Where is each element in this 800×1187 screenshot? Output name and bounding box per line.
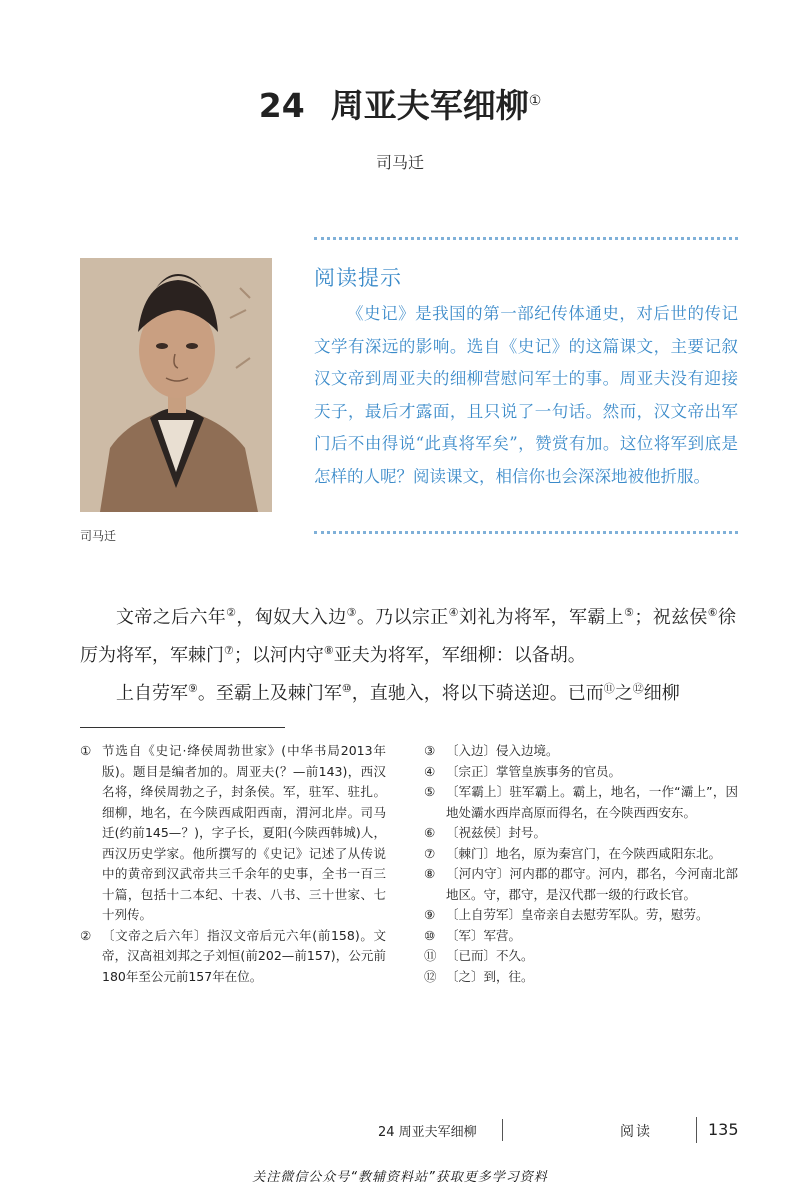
footnote-mark: ⑤ — [424, 784, 436, 799]
footer-lesson-title: 24 周亚夫军细柳 — [378, 1125, 477, 1140]
footer-separator — [696, 1117, 697, 1143]
text-segment: ；以河内守 — [233, 645, 324, 666]
footnote-ref: ③ — [346, 606, 357, 619]
main-text — [80, 596, 736, 710]
footnote-text: 〔文帝之后六年〕指汉文帝后元六年(前158)。文帝，汉高祖刘邦之子刘恒(前202—前157)，公元前180年至公元前157年在位。 — [102, 927, 386, 984]
main-paragraph-1 — [80, 596, 736, 672]
text-segment: 。至霸上及棘门军 — [197, 683, 342, 704]
footnote-text: 〔之〕到，往。 — [446, 968, 534, 984]
author-portrait — [80, 258, 272, 512]
tips-bottom-divider — [314, 531, 738, 534]
footnote-ref: ⑧ — [323, 644, 334, 657]
footnote-ref: ⑩ — [341, 682, 352, 695]
footnote-mark: ④ — [424, 763, 436, 779]
main-paragraph-2 — [80, 672, 736, 710]
text-segment: 之 — [614, 683, 633, 704]
footnote-mark: ① — [80, 743, 92, 758]
footnote-item — [424, 741, 738, 762]
footnote-ref: ⑤ — [624, 606, 635, 619]
footnote-mark: ② — [80, 927, 92, 943]
footnote-text: 〔上自劳军〕皇帝亲自去慰劳军队。劳，慰劳。 — [446, 907, 709, 922]
footnote-text: 〔宗正〕掌管皇族事务的官员。 — [446, 763, 622, 779]
text-segment: ，匈奴大入边 — [236, 607, 347, 628]
reading-tips-body: 《史记》是我国的第一部纪传体通史，对后世的传记文学有深远的影响。选自《史记》的这篇课文，主要记叙汉文帝到周亚夫的细柳营慰问军士的事。周亚夫没有迎接天子，最后才露面，且只说了一句话。然而，汉文帝出军门后不由得说“此真将军矣”，赞赏有加。这位将军到底是怎样的人呢？阅读课文，相信你也会深深地被他折服。 — [314, 304, 738, 486]
footer-separator — [502, 1119, 503, 1141]
tips-top-divider — [314, 237, 738, 240]
footnote-text: 〔军〕军营。 — [446, 927, 522, 943]
text-segment: 刘礼为将军，军霸上 — [458, 607, 625, 628]
footnote-item — [424, 782, 738, 823]
text-segment: 徐厉为将军，军棘门 — [80, 607, 737, 666]
lesson-title — [0, 80, 800, 127]
footnote-mark: ⑫ — [424, 968, 437, 984]
footer-section-name: 阅读 — [620, 1124, 652, 1140]
footnote-item — [424, 946, 738, 967]
footnote-ref: ⑫ — [632, 682, 644, 695]
footnote-item — [424, 967, 738, 988]
title-footnote-mark: ① — [528, 93, 542, 109]
footnote-item — [424, 926, 738, 947]
footnote-ref: ⑥ — [707, 606, 719, 619]
footnote-mark: ⑪ — [424, 948, 437, 963]
lesson-number: 24 — [258, 86, 305, 125]
footnote-mark: ⑩ — [424, 927, 436, 943]
footnote-mark: ⑦ — [424, 845, 436, 861]
footnotes-left-column — [80, 741, 386, 987]
footnote-text: 〔入边〕侵入边境。 — [446, 743, 559, 758]
footnote-item — [424, 905, 738, 926]
footnote-item — [80, 926, 386, 988]
author-name: 司马迁 — [375, 153, 424, 172]
reading-tips-heading: 阅读提示 — [314, 266, 402, 290]
footnote-item — [424, 762, 738, 783]
footnote-mark: ⑧ — [424, 866, 436, 881]
text-segment: ，直驰入，将以下骑送迎。已而 — [351, 683, 604, 704]
text-segment: 亚夫为将军，军细柳：以备胡。 — [333, 645, 586, 666]
reading-tips-box — [314, 262, 738, 493]
footnote-ref: ② — [226, 606, 237, 619]
footnote-rule — [80, 727, 285, 728]
text-segment: 细柳 — [643, 683, 680, 704]
footnote-text: 〔军霸上〕驻军霸上。霸上，地名，一作“灞上”，因地处灞水西岸高原而得名，在今陕西西安东。 — [446, 784, 738, 820]
footnote-item — [424, 844, 738, 865]
text-segment: 文帝之后六年 — [116, 607, 227, 628]
page-number: 135 — [708, 1120, 739, 1139]
footnote-text: 节选自《史记·绛侯周勃世家》(中华书局2013年版)。题目是编者加的。周亚夫(？—前143)，西汉名将，绛侯周勃之子，封条侯。军，驻军、驻扎。细柳，地名，在今陕西咸阳西南，渭河北岸。司马迁(约前145—？)，字子长，夏阳(今陕西韩城)人，西汉历史学家。他所撰写的《史记》记述了从传说中的黄帝到汉武帝共三千余年的史事，全书一百三十篇，包括十二本纪、十表、八书、三十世家、七十列传。 — [102, 743, 386, 922]
footnote-text: 〔河内守〕河内郡的郡守。河内，郡名，今河南北部地区。守，郡守，是汉代郡一级的行政长官。 — [446, 866, 738, 902]
footnote-item — [424, 823, 738, 844]
footnote-text: 〔棘门〕地名，原为秦宫门，在今陕西咸阳东北。 — [446, 845, 722, 861]
text-segment: 上自劳军 — [116, 683, 188, 704]
footnotes-right-column — [424, 741, 738, 987]
footnote-mark: ⑨ — [424, 907, 436, 922]
footnote-item — [80, 741, 386, 926]
footnote-item — [424, 864, 738, 905]
watermark-text: 关注微信公众号“教辅资料站”获取更多学习资料 — [252, 1170, 548, 1185]
footnote-ref: ⑦ — [224, 644, 234, 657]
footnote-ref: ⑨ — [188, 682, 198, 695]
text-segment: 。乃以宗正 — [356, 607, 449, 628]
portrait-caption: 司马迁 — [80, 529, 117, 543]
text-segment: ；祝兹侯 — [634, 607, 708, 628]
footnote-mark: ③ — [424, 743, 436, 758]
portrait-illustration — [80, 258, 272, 512]
footnote-ref: ⑪ — [603, 682, 615, 695]
footnote-text: 〔祝兹侯〕封号。 — [446, 825, 547, 840]
footnote-text: 〔已而〕不久。 — [446, 948, 534, 963]
footnote-ref: ④ — [448, 606, 459, 619]
lesson-title-text: 周亚夫军细柳 — [330, 86, 529, 125]
footnote-mark: ⑥ — [424, 825, 436, 840]
